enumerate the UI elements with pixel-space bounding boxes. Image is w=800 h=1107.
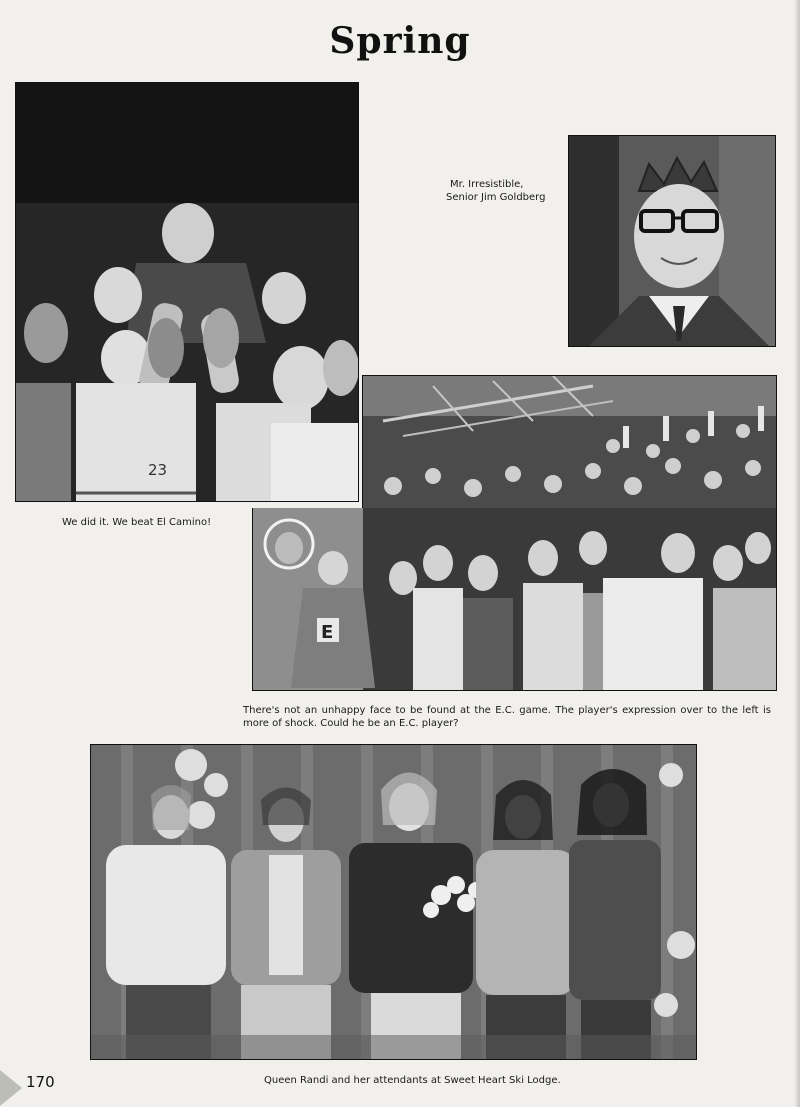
mr-irresistible-caption-line2: Senior Jim Goldberg — [446, 192, 546, 203]
page-corner-mark — [0, 1070, 22, 1106]
cheerleader-letter: E — [321, 622, 334, 643]
jersey-number: 23 — [148, 461, 168, 479]
mr-irresistible-caption — [446, 178, 566, 204]
queen-attendants-photo — [90, 744, 697, 1060]
crowd-caption: There's not an unhappy face to be found at the E.C. game. The player's expression over to the left is more of shock. Could he be an E.C. player? — [243, 705, 771, 729]
crowd-photo — [362, 375, 777, 509]
crowd-photo-top-illustration — [363, 376, 776, 509]
basketball-caption: We did it. We beat El Camino! — [62, 517, 212, 528]
queen-photo-illustration — [91, 745, 696, 1059]
page-edge-shadow — [794, 0, 800, 1107]
basketball-celebration-photo — [15, 82, 359, 502]
page-number: 170 — [26, 1073, 55, 1091]
crowd-photo-bottom-illustration — [253, 508, 776, 690]
mr-irresistible-photo — [568, 135, 776, 347]
basketball-photo-illustration — [16, 83, 358, 501]
crowd-photo-lower — [252, 508, 777, 691]
portrait-illustration — [569, 136, 775, 346]
page-title: Spring — [329, 20, 471, 62]
mr-irresistible-caption-line1: Mr. Irresistible, — [450, 179, 524, 190]
queen-caption: Queen Randi and her attendants at Sweet Heart Ski Lodge. — [264, 1075, 561, 1086]
